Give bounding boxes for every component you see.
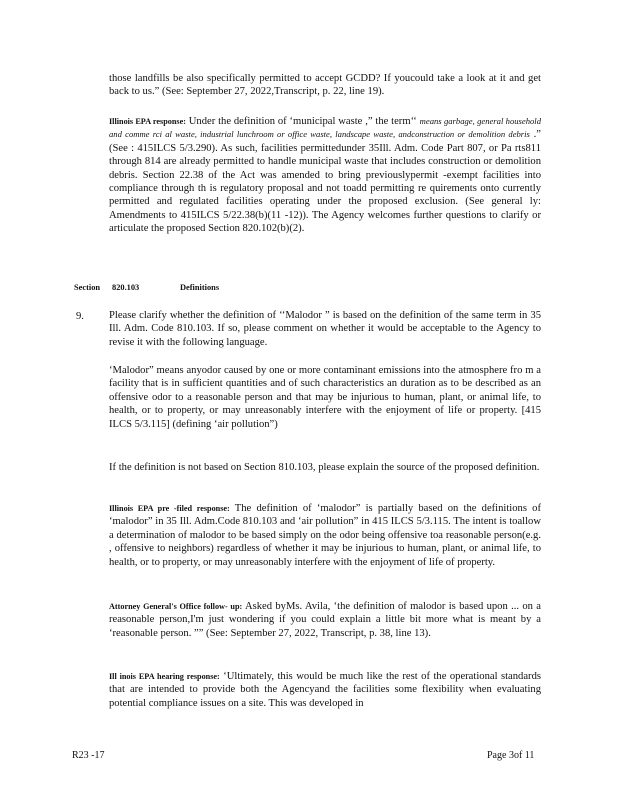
question-followup: If the definition is not based on Section 810.103, please explain the source of the proposed definition. [109,462,540,473]
response-text: The definition of ‘malodor” is partially based on the definitions of ‘malodor” in 35 Ill. Adm.Code 810.103 and ‘air pollution” in 415 ILCS 5/3.115. The intent is toallow a determination of malodor to be based simply on the odor being offensive toa reasonable person(e.g. , offensive to neighbors) regardless of whether it may be injurious to human, plant, or animal life, to health, or to property, or may unreasonably interfere with the enjoyment of life of property. [109,503,541,568]
section-title: Definitions [180,283,220,292]
section-number: 820.103 [112,283,140,292]
question-number: 9. [76,311,84,322]
question-text: Please clarify whether the definition of ‘‘Malodor ” is based on the definition of the same term in 35 Ill. Adm. Code 810.103. If so, please comment on whether it would be acceptable to the Agency to revise it with the following language. [109,310,541,348]
response-lead: Illinois EPA pre -filed response: [109,504,230,513]
response-text: ‘Ultimately, this would be much like the rest of the operational standards that are intended to provide both the Agencyand the facilities some flexibility when evaluating potential compliance issues on a site. This was developed in [109,671,541,709]
response-attorney-general [109,600,541,640]
response-illinois-epa [109,115,541,236]
proposed-definition: ‘Malodor” means anyodor caused by one or more contaminant emissions into the atmosphere fro m a facility that is in sufficient quantities and of such characteristics an duration as to be described as an offensive odor to a reasonable person and that may be injurious to human, plant, or animal life, to health, or to property, or may unreasonably interfere with the enjoyment of life or property. [415 ILCS 5/3.115] (defining ‘air pollution”) [109,365,541,430]
section-label: Section [74,283,101,292]
footer-page-number: Page 3of 11 [487,750,535,761]
response-text: .” (See : 415ILCS 5/3.290). As such, facilities permittedunder 35Ill. Adm. Code Part 807, or Pa rts811 through 814 are already permitted to handle municipal waste that includes construction or demolition debris. Section 22.38 of the Act was amended to bring previouslypermit -exempt facilities into compliance through th is regulatory proposal and not toadd permitting re quirements onto currently permitted and regulated facilities operating under the proposed exclusion. (See general ly: Amendments to 415ILCS 5/22.38(b)(11 -12)). The Agency welcomes further questions to clarify or articulate the proposed Section 820.102(b)(2). [109,129,542,235]
response-lead: Ill inois EPA hearing response: [109,672,220,681]
response-text: Under the definition of ‘municipal waste ,” the term‘‘ [185,116,420,127]
response-prefiled [109,502,541,569]
definition-italic: means garbage, general household and comme rci al waste, industrial lunchroom or office waste, landscape waste, andconstruction or demolition debris [109,116,541,140]
footer-docket: R23 -17 [72,750,105,761]
response-text: Asked byMs. Avila, ‘the definition of malodor is based upon ... on a reasonable person,I'm just wondering if you could explain a little bit more what is meant by a ‘reasonable person. ”” (See: September 27, 2022, Transcript, p. 38, line 13). [109,601,541,639]
response-lead: Attorney General's Office follow- up: [109,602,243,611]
paragraph-top: those landfills be also specifically permitted to accept GCDD? If youcould take a look at it and get back to us.” (See: September 27, 2022,Transcript, p. 22, line 19). [109,73,541,98]
response-lead: Illinois EPA response: [109,117,186,126]
response-hearing [109,670,541,710]
